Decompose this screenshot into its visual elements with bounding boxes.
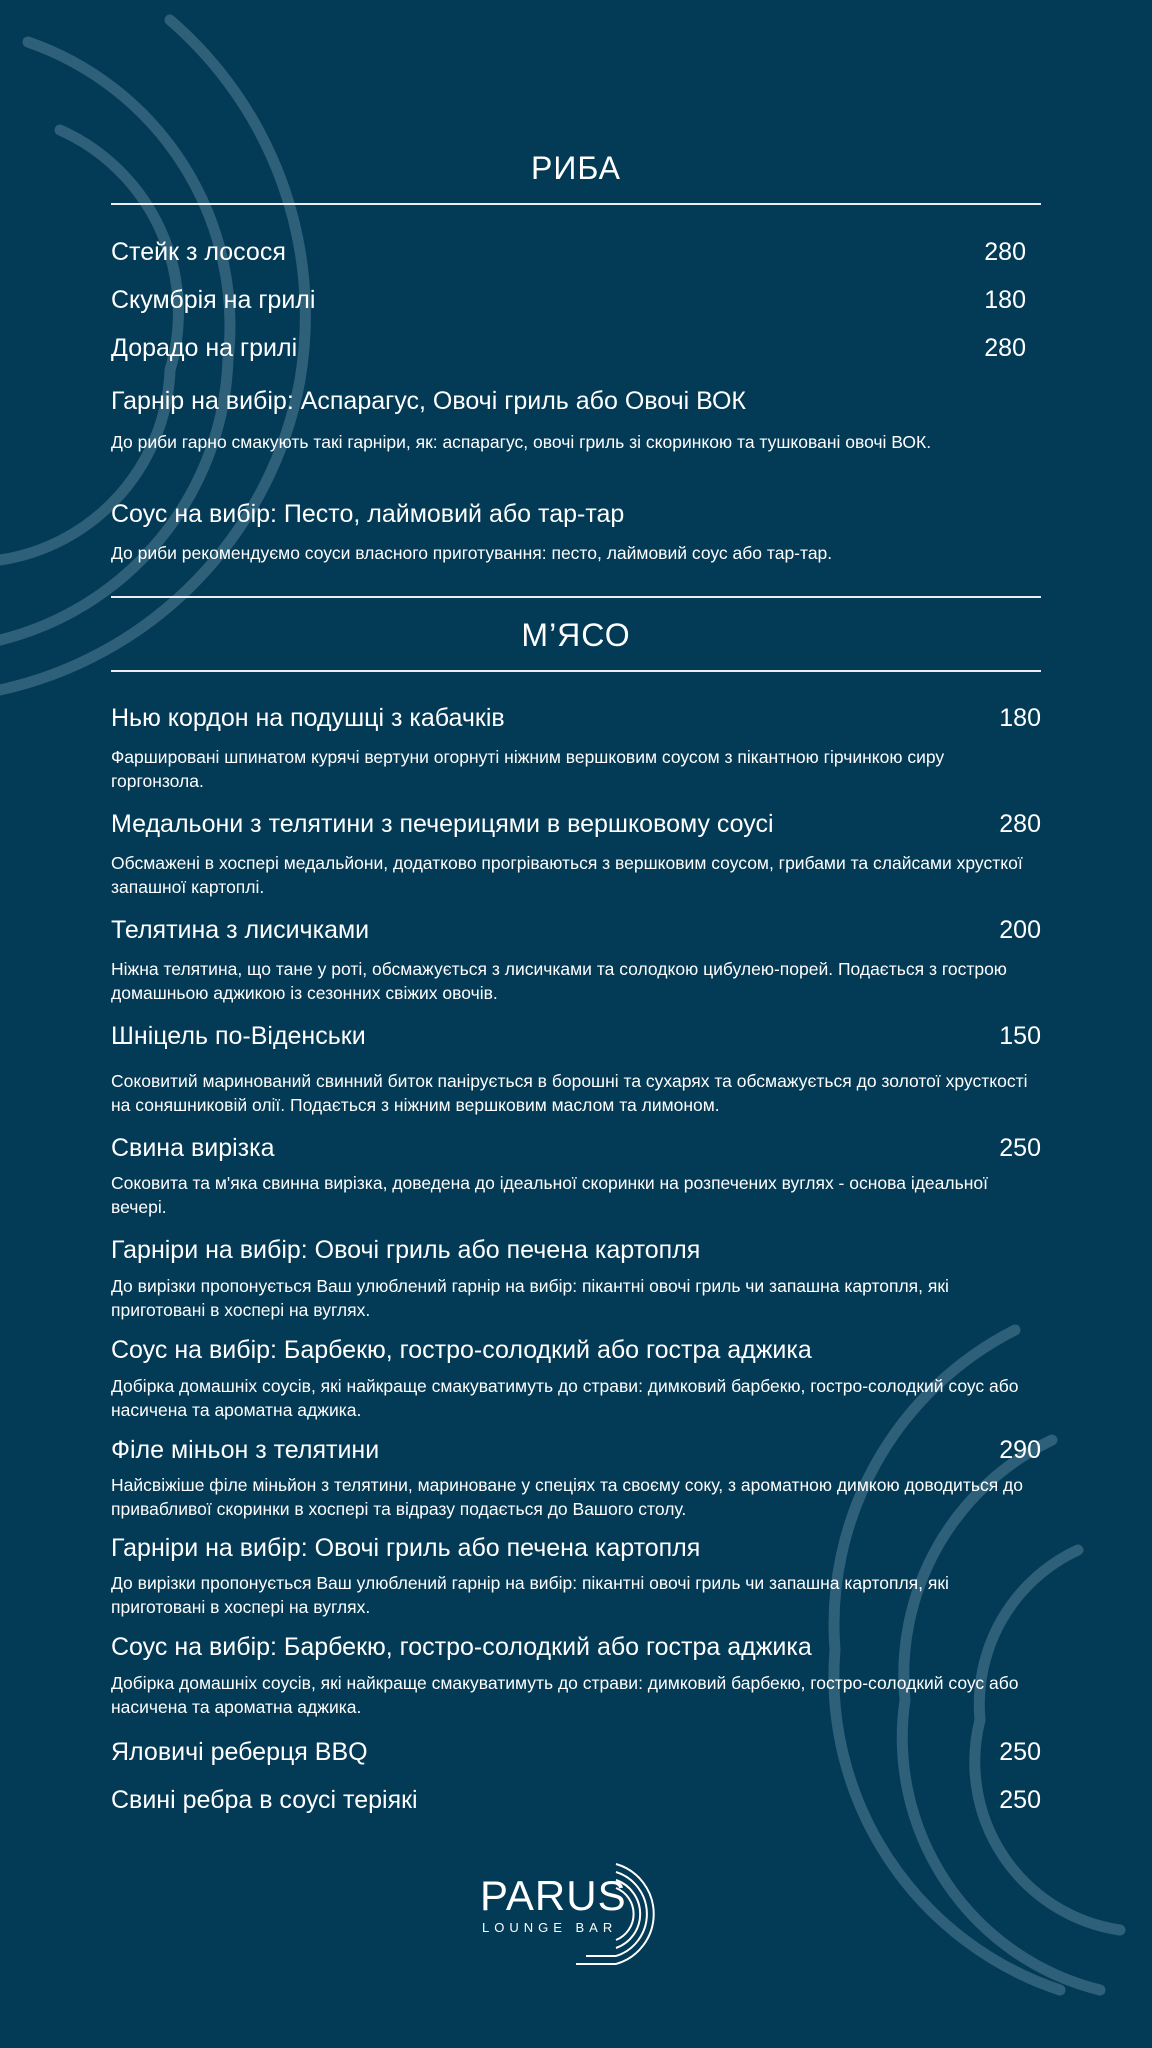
garnish-title: Гарніри на вибір: Овочі гриль або печена картопля: [111, 1534, 701, 1562]
divider: [111, 203, 1041, 205]
divider: [111, 670, 1041, 672]
item-price: 290: [999, 1436, 1041, 1464]
item-description: Ніжна телятина, що тане у роті, обсмажується з лисичками та солодкою цибулею-порей. Подається з гострою домашньою аджикою із сезонних свіжих овочів.: [111, 959, 1007, 1003]
item-name: Скумбрія на грилі: [111, 286, 316, 314]
item-name: Нью кордон на подушці з кабачків: [111, 704, 505, 732]
item-price: 180: [999, 704, 1041, 732]
item-price: 250: [999, 1134, 1041, 1162]
section-title-meat: М’ЯСО: [521, 617, 631, 653]
garnish-title: Гарніри на вибір: Овочі гриль або печена картопля: [111, 1236, 701, 1264]
sauce-description: До риби рекомендуємо соуси власного приготування: песто, лаймовий соус або тар-тар.: [111, 543, 833, 563]
garnish-description: До вирізки пропонується Ваш улюблений гарнір на вибір: пікантні овочі гриль чи запашна картопля, які приготовані в хоспері на вуглях.: [111, 1573, 949, 1617]
item-description: Найсвіжіше філе міньйон з телятини, мариноване у спеціях та своєму соку, з ароматною димкою доводиться до привабливої скоринки в хоспері та відразу подається до Вашого столу.: [111, 1475, 1023, 1519]
divider: [111, 596, 1041, 598]
logo-subtitle: LOUNGE BAR: [482, 1920, 618, 1935]
garnish-description: До вирізки пропонується Ваш улюблений гарнір на вибір: пікантні овочі гриль чи запашна картопля, які приготовані в хоспері на вуглях.: [111, 1276, 949, 1320]
sauce-title: Соус на вибір: Барбекю, гостро-солодкий або гостра аджика: [111, 1633, 812, 1661]
item-name: Яловичі реберця BBQ: [111, 1738, 368, 1766]
item-name: Філе міньон з телятини: [111, 1436, 380, 1464]
section-title-fish: РИБА: [531, 150, 621, 186]
sauce-description: Добірка домашніх соусів, які найкраще смакуватимуть до страви: димковий барбекю, гостро-солодкий соус або насичена та ароматна аджика.: [111, 1673, 1019, 1717]
item-description: Фаршировані шпинатом курячі вертуни огорнуті ніжним вершковим соусом з пікантною гірчинкою сиру горгонзола.: [111, 747, 945, 791]
item-price: 250: [999, 1738, 1041, 1766]
item-name: Стейк з лосося: [111, 238, 286, 266]
logo-name: PARUS: [480, 1872, 627, 1919]
item-price: 150: [999, 1022, 1041, 1050]
item-price: 200: [999, 916, 1041, 944]
item-description: Обсмажені в хоспері медальйони, додатково прогріваються з вершковим соусом, грибами та слайсами хрусткої запашної картоплі.: [111, 853, 1023, 897]
sauce-description: Добірка домашніх соусів, які найкраще смакуватимуть до страви: димковий барбекю, гостро-солодкий соус або насичена та ароматна аджика.: [111, 1376, 1019, 1420]
item-description: Соковита та м'яка свинна вирізка, доведена до ідеальної скоринки на розпечених вуглях - основа ідеальної вечері.: [111, 1173, 988, 1217]
garnish-title: Гарнір на вибір: Аспарагус, Овочі гриль або Овочі ВОК: [111, 387, 746, 415]
sauce-title: Соус на вибір: Барбекю, гостро-солодкий або гостра аджика: [111, 1336, 812, 1364]
item-name: Дорадо на грилі: [111, 334, 298, 362]
item-name: Телятина з лисичками: [111, 916, 370, 944]
sauce-title: Соус на вибір: Песто, лаймовий або тар-тар: [111, 500, 625, 528]
item-name: Свина вирізка: [111, 1134, 275, 1162]
logo: [476, 1860, 676, 1970]
item-price: 280: [984, 334, 1026, 362]
item-name: Шніцель по-Віденськи: [111, 1022, 366, 1050]
item-name: Медальони з телятини з печерицями в вершковому соусі: [111, 810, 774, 838]
item-price: 250: [999, 1786, 1041, 1814]
item-description: Соковитий маринований свинний биток панірується в борошні та сухарях та обсмажується до золотої хрусткості на соняшниковій олії. Подається з ніжним вершковим маслом та лимоном.: [111, 1071, 1028, 1115]
item-price: 280: [999, 810, 1041, 838]
item-name: Свині ребра в соусі теріякі: [111, 1786, 418, 1814]
item-price: 280: [984, 238, 1026, 266]
garnish-description: До риби гарно смакують такі гарніри, як: аспарагус, овочі гриль зі скоринкою та тушковані овочі ВОК.: [111, 432, 932, 452]
item-price: 180: [984, 286, 1026, 314]
